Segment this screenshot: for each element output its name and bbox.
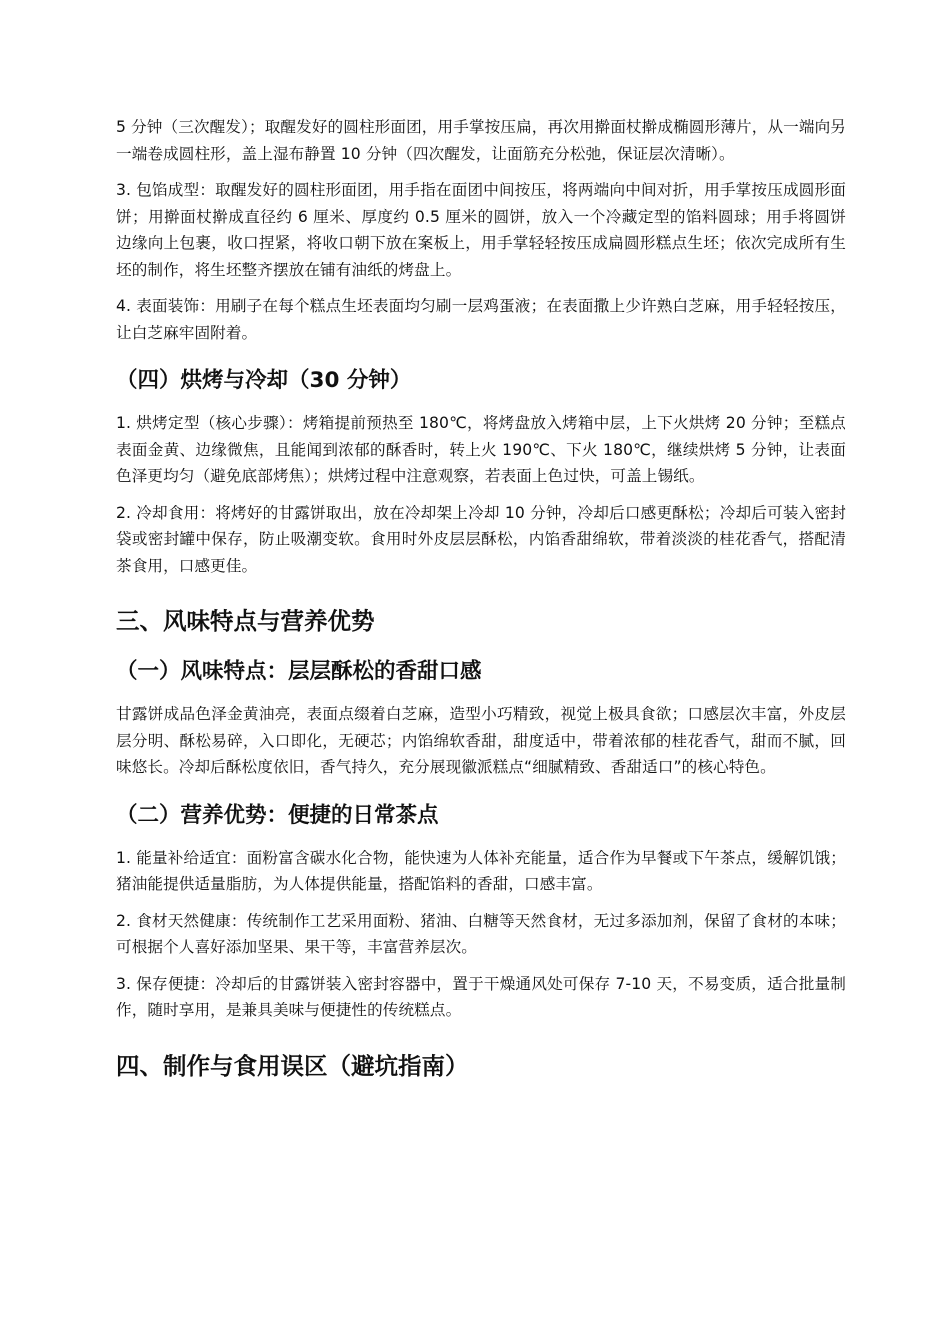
paragraph-filling-shaping: 3. 包馅成型：取醒发好的圆柱形面团，用手指在面团中间按压，将两端向中间对折，用手掌按压成圆形面饼；用擀面杖擀成直径约 6 厘米、厚度约 0.5 厘米的圆饼，放入一个冷藏定型的馅料圆球；用手将圆饼边缘向上包裹，收口捏紧，将收口朝下放在案板上，用手掌轻轻按压成扁圆形糕点生坯；依次完成所有生坯的制作，将生坯整齐摆放在铺有油纸的烤盘上。 — [116, 181, 846, 279]
heading-misconceptions: 四、制作与食用误区（避坑指南） — [116, 1051, 469, 1080]
paragraph-cooling: 2. 冷却食用：将烤好的甘露饼取出，放在冷却架上冷却 10 分钟，冷却后口感更酥松；冷却后可装入密封袋或密封罐中保存，防止吸潮变软。食用时外皮层层酥松，内馅香甜绵软，带着淡淡的桂花香气，搭配清茶食用，口感更佳。 — [116, 503, 846, 575]
paragraph-surface-decoration: 4. 表面装饰：用刷子在每个糕点生坯表面均匀刷一层鸡蛋液；在表面撒上少许熟白芝麻，用手轻轻按压，让白芝麻牢固附着。 — [116, 297, 846, 342]
heading-flavor-nutrition: 三、风味特点与营养优势 — [116, 607, 375, 635]
paragraph-baking: 1. 烘烤定型（核心步骤）：烤箱提前预热至 180℃，将烤盘放入烤箱中层，上下火烘烤 20 分钟；至糕点表面金黄、边缘微焦，且能闻到浓郁的酥香时，转上火 190℃、下火 180℃，继续烘烤 5 分钟，让表面色泽更均匀（避免底部烤焦）；烘烤过程中注意观察，若表面上色过快，可盖上锡纸。 — [116, 414, 846, 485]
heading-flavor-features: （一）风味特点：层层酥松的香甜口感 — [116, 659, 482, 684]
heading-nutrition-advantages: （二）营养优势：便捷的日常茶点 — [116, 802, 439, 828]
paragraph-flavor-description: 甘露饼成品色泽金黄油亮，表面点缀着白芝麻，造型小巧精致，视觉上极具食欲；口感层次丰富，外皮层层分明、酥松易碎，入口即化，无硬芯；内馅绵软香甜，甜度适中，带着浓郁的桂花香气，甜而不腻，回味悠长。冷却后酥松度依旧，香气持久，充分展现徽派糕点“细腻精致、香甜适口”的核心特色。 — [116, 705, 846, 776]
paragraph-natural-ingredients: 2. 食材天然健康：传统制作工艺采用面粉、猪油、白糖等天然食材，无过多添加剂，保留了食材的本味；可根据个人喜好添加坚果、果干等，丰富营养层次。 — [116, 911, 846, 956]
paragraph-storage: 3. 保存便捷：冷却后的甘露饼装入密封容器中，置于干燥通风处可保存 7-10 天，不易变质，适合批量制作，随时享用，是兼具美味与便捷性的传统糕点。 — [116, 974, 846, 1019]
paragraph-third-proof-step: 5 分钟（三次醒发）；取醒发好的圆柱形面团，用手掌按压扁，再次用擀面杖擀成椭圆形薄片，从一端向另一端卷成圆柱形，盖上湿布静置 10 分钟（四次醒发，让面筋充分松弛，保证层次清晰）。 — [116, 118, 846, 163]
document-page — [116, 114, 846, 1096]
paragraph-energy: 1. 能量补给适宜：面粉富含碳水化合物，能快速为人体补充能量，适合作为早餐或下午茶点，缓解饥饿；猪油能提供适量脂肪，为人体提供能量，搭配馅料的香甜，口感丰富。 — [116, 848, 846, 893]
heading-baking-cooling: （四）烘烤与冷却（30 分钟） — [116, 368, 412, 393]
